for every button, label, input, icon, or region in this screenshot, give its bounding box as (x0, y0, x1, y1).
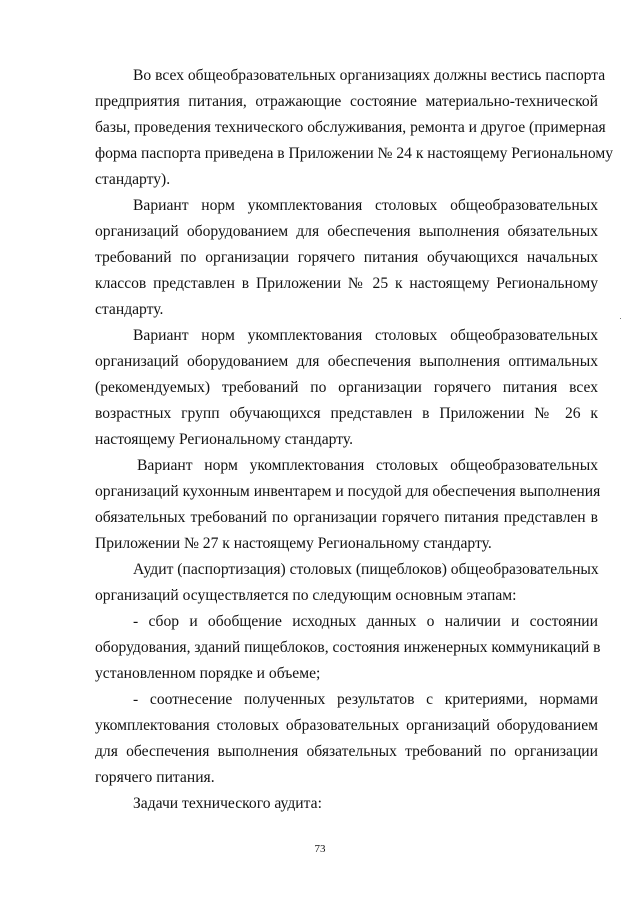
text-line: обязательных требований по организации горячего питания представлен в (95, 509, 598, 526)
page-number: 73 (314, 843, 326, 855)
paragraph (95, 453, 601, 557)
text-line: (рекомендуемых) требований по организации горячего питания всех (95, 379, 598, 396)
text-line: стандарту. (95, 301, 164, 318)
text-line: организаций оборудованием для обеспечения выполнения оптимальных (95, 353, 598, 370)
text-line: организаций осуществляется по следующим основным этапам: (95, 587, 517, 604)
text-line: укомплектования столовых образовательных организаций оборудованием (95, 717, 598, 734)
paragraph (95, 687, 598, 791)
text-line: Вариант норм укомплектования столовых общеобразовательных (133, 327, 598, 344)
text-line: Задачи технического аудита: (133, 795, 322, 812)
text-line: - соотнесение полученных результатов с критериями, нормами (133, 691, 598, 708)
text-line: установленном порядке и объеме; (95, 665, 321, 682)
paragraph (95, 63, 613, 193)
paragraph (95, 609, 601, 687)
text-line: для обеспечения выполнения обязательных требований по организации (95, 743, 598, 760)
text-line: Во всех общеобразовательных организациях должны вестись паспорта (133, 67, 606, 84)
scan-speck (620, 318, 621, 319)
paragraph (95, 557, 598, 609)
paragraph (95, 791, 598, 817)
text-line: возрастных групп обучающихся представлен в Приложении № 26 к (95, 405, 598, 422)
text-line: предприятия питания, отражающие состояние материально-технической (95, 93, 598, 110)
text-line: требований по организации горячего питания обучающихся начальных (95, 249, 598, 266)
text-line: Вариант норм укомплектования столовых общеобразовательных (133, 197, 598, 214)
text-line: организаций оборудованием для обеспечения выполнения обязательных (95, 223, 598, 240)
text-line: стандарту). (95, 171, 171, 188)
text-line: базы, проведения технического обслуживания, ремонта и другое (примерная (95, 119, 606, 136)
paragraph (95, 193, 598, 323)
document-body (95, 63, 613, 817)
text-line: организаций кухонным инвентарем и посудой для обеспечения выполнения (95, 483, 601, 500)
text-line: оборудования, зданий пищеблоков, состояния инженерных коммуникаций в (95, 639, 601, 656)
text-line: - сбор и обобщение исходных данных о наличии и состоянии (133, 613, 598, 630)
text-line: форма паспорта приведена в Приложении № 24 к настоящему Региональному (95, 145, 613, 162)
text-line: Вариант норм укомплектования столовых общеобразовательных (137, 457, 598, 474)
text-line: горячего питания. (95, 769, 215, 786)
text-line: Аудит (паспортизация) столовых (пищеблоков) общеобразовательных (133, 561, 599, 578)
paragraph (95, 323, 598, 453)
text-line: Приложении № 27 к настоящему Региональному стандарту. (95, 535, 492, 552)
text-line: настоящему Региональному стандарту. (95, 431, 353, 448)
text-line: классов представлен в Приложении № 25 к настоящему Региональному (95, 275, 598, 292)
